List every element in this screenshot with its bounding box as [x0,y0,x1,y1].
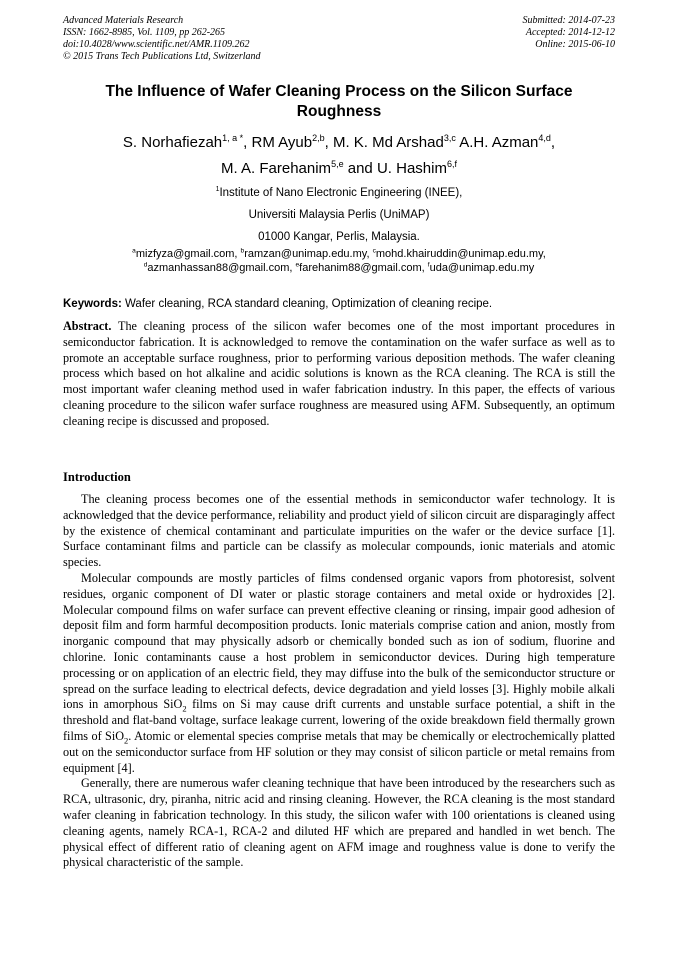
affiliation [60,182,618,248]
email-c[interactable]: mohd.khairuddin@unimap.edu.my, [375,248,546,260]
submitted-date: Submitted: 2014-07-23 [522,15,615,26]
paper-title: The Influence of Wafer Cleaning Process on the Silicon Surface Roughness [105,83,573,120]
author-name: M. A. Farehanim [221,160,332,177]
email-e[interactable]: farehanim88@gmail.com, [299,262,425,274]
affiliation-institute: Institute of Nano Electronic Engineering (INEE), [219,187,463,199]
author-emails: $^a$mizfyza@gmail.com, $^b$ramzan@unimap.edu.my, $^c$mohd.khairuddin@unimap.edu.my, $^d$azmanhassan88@gmail.com, $^e$farehanim88@gmail.com, $^f$uda@unimap.edu.my [132,247,546,274]
author-sup: 1, a * [222,133,244,143]
author-sup: 6,f [446,159,457,169]
author-sup: 5,e [331,159,344,169]
email-f[interactable]: uda@unimap.edu.my [429,262,535,274]
keywords-label: Keywords: [63,298,122,310]
abstract-text: The cleaning process of the silicon wafer becomes one of the most important procedures in semiconductor fabrication. It is acknowledged to remove the contamination on the wafer surface as well as to promote an acceptable surface roughness, prior to performing various deposition methods. The wafer cleaning process which based on hot alkaline and acidic solutions is known as the RCA cleaning. The RCA is still the most important wafer cleaning method used in wafer fabrication industry. In this paper, the effects of various cleaning procedure to the silicon wafer surface roughness are measured using AFM. Subsequently, an optimum cleaning recipe is discussed and proposed. [63,319,615,428]
author-list [50,130,628,182]
author-sup: 4,d [538,133,551,143]
author-name: A.H. Azman [459,134,539,151]
author-sup: 3,c [443,133,456,143]
section-heading-introduction: Introduction [63,470,131,484]
keywords-text: Wafer cleaning, RCA standard cleaning, Optimization of cleaning recipe. [125,298,493,310]
journal-issn: ISSN: 1662-8985, Vol. 1109, pp 262-265 [63,27,226,38]
journal-copyright: © 2015 Trans Tech Publications Ltd, Switzerland [63,51,261,62]
accepted-date: Accepted: 2014-12-12 [525,27,615,38]
journal-info [63,15,261,63]
email-a[interactable]: mizfyza@gmail.com, [135,248,238,260]
author-conjunction: and [347,160,373,177]
journal-name: Advanced Materials Research [63,15,184,26]
journal-doi: doi:10.4028/www.scientific.net/AMR.1109.262 [63,39,250,50]
author-name: S. Norhafiezah [122,134,223,151]
author-sup: 2,b [312,133,325,143]
introduction-body [63,492,615,871]
author-line-1: S. Norhafiezah$^{1, a *}$, RM Ayub$^{2,b}$, M. K. Md Arshad$^{3,c}$ A.H. Azman$^{4,d}$, [122,133,556,151]
abstract-label: Abstract. [63,319,112,333]
author-name: U. Hashim [376,160,447,177]
intro-paragraph-2: Molecular compounds are mostly particles of films condensed organic vapors from photoresist, solvent residues, organic component of DI water or plastic storage containers and metal oxide or hydroxides [2]. Molecular compound films on wafer surface can prevent effective cleaning or rinsing, impair good adhesion of deposit film and form harmful decomposition products. Ionic materials comprise cation and anion, mostly from inorganic compound that may physically adsorb or chemically bonded such as ion of sodium, fluorine and chlorine. Ionic contaminants cause a host problem in semiconductor devices. During high temperature processing or on application of an electric field, they may diffuse into the bulk of the semiconductor structure or spread on the surface leading to electrical defects, device degradation and yield losses [3]. Highly mobile alkali ions in amorphous SiO$_2$ films on Si may cause drift currents and unstable surface potential, a shift in the threshold and flat-band voltage, surface leakage current, lowering of the oxide breakdown field thermally grown films of SiO$_2$. Atomic or elemental species comprise metals that may be chemically or electrochemically platted out on the semiconductor surface from HF solution or they may consist of silicon particle or metal remains from equipment [4]. [63,570,616,775]
submission-dates [523,15,616,51]
author-name: M. K. Md Arshad [332,134,444,151]
email-d[interactable]: azmanhassan88@gmail.com, [147,262,293,274]
affiliation-sup: 1 [215,186,220,194]
online-date: Online: 2015-06-10 [535,39,615,50]
keywords [63,297,615,311]
email-b[interactable]: ramzan@unimap.edu.my, [244,248,370,260]
intro-paragraph-1: The cleaning process becomes one of the essential methods in semiconductor wafer technology. It is acknowledged that the device performance, reliability and product yield of silicon circuit are disparagingly affect by the existence of chemical contaminant and particulate impurities on the wafer or the device surface [1]. Surface contaminant films and particle can be classify as molecular compounds, ionic materials and atomic species. [63,492,615,570]
author-line-2 [50,156,628,182]
author-name: RM Ayub [251,134,313,151]
abstract [63,319,615,430]
intro-paragraph-3: Generally, there are numerous wafer cleaning technique that have been introduced by the researchers such as RCA, ultrasonic, dry, piranha, nitric acid and rinsing cleaning. However, the RCA cleaning is the most standard wafer cleaning in fabrication technology. In this study, the silicon wafer with 100 orientations is cleaned using cleaning agents, namely RCA-1, RCA-2 and diluted HF which are prepared and handled in wet bench. The physical effect of different ratio of cleaning agent on AFM image and roughness value is done to verify the physical characteristic of the sample. [63,776,615,870]
affiliation-university: Universiti Malaysia Perlis (UniMAP) [248,209,430,221]
affiliation-address: 01000 Kangar, Perlis, Malaysia. [258,231,420,243]
